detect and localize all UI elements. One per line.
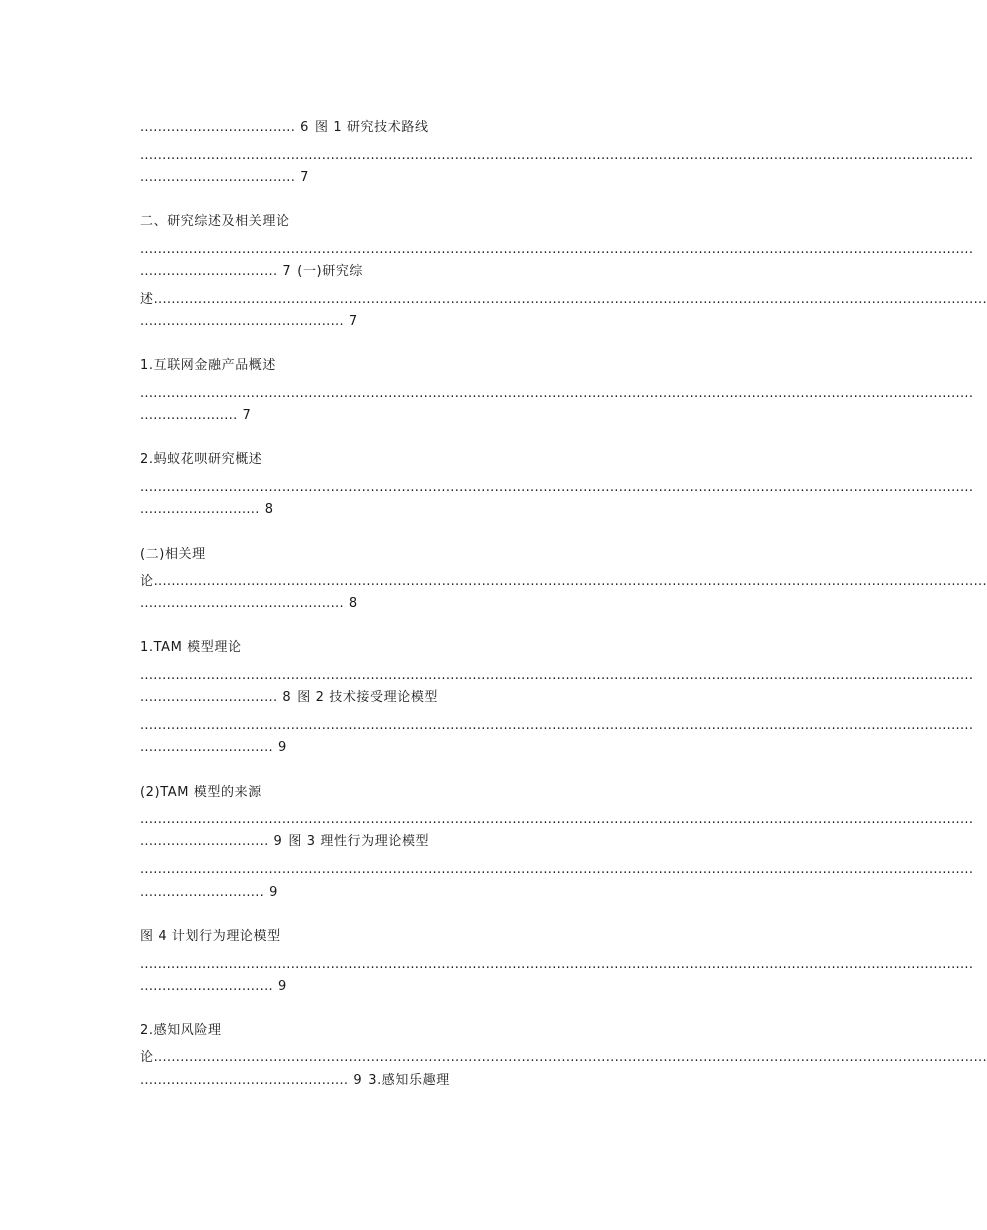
- toc-line: [140, 1071, 810, 1091]
- leader-dots: ............................................................................................................................................................................................: [140, 718, 974, 733]
- leader-dots: ............................................................................................................................................................................................: [140, 668, 974, 683]
- leader-dots: ...................................: [140, 170, 296, 185]
- toc-line: [140, 1048, 987, 1068]
- toc-line: [140, 738, 810, 758]
- leader-dots: ............................................................................................................................................................................................: [153, 574, 987, 589]
- toc-leader-line: [140, 860, 974, 880]
- toc-leader-line: [140, 146, 974, 166]
- page-number: 6: [300, 120, 310, 135]
- toc-leader-line: [140, 384, 974, 404]
- page-number: 9: [277, 740, 287, 755]
- leader-dots: ...............................................: [140, 1073, 349, 1088]
- leader-dots: ............................................................................................................................................................................................: [140, 957, 974, 972]
- toc-continuation: 述: [140, 292, 154, 307]
- leader-dots: ......................: [140, 408, 238, 423]
- leader-dots: ............................: [140, 885, 265, 900]
- toc-line: [140, 312, 810, 332]
- leader-dots: ............................................................................................................................................................................................: [140, 148, 974, 163]
- toc-line: [140, 406, 810, 426]
- toc-line: [140, 832, 810, 852]
- page-number: 7: [282, 264, 292, 279]
- toc-heading: (二)相关理: [140, 547, 206, 562]
- leader-dots: ..............................: [140, 979, 273, 994]
- toc-leader-line: [140, 955, 974, 975]
- page-number: 9: [273, 834, 283, 849]
- toc-leader-line: [140, 240, 974, 260]
- toc-entry-title: (一)研究综: [297, 264, 364, 279]
- leader-dots: .............................: [140, 834, 269, 849]
- toc-line: [140, 572, 987, 592]
- toc-leader-line: [140, 666, 974, 686]
- toc-entry-title: 3.感知乐趣理: [368, 1073, 450, 1088]
- toc-leader-line: [140, 478, 974, 498]
- toc-leader-line: [140, 810, 974, 830]
- page-number: 8: [348, 596, 358, 611]
- toc-entry-title: 图 1 研究技术路线: [315, 120, 429, 135]
- leader-dots: ............................................................................................................................................................................................: [140, 812, 974, 827]
- leader-dots: ............................................................................................................................................................................................: [153, 292, 987, 307]
- leader-dots: ..............................................: [140, 314, 344, 329]
- page-number: 9: [277, 979, 287, 994]
- toc-entry-title: 图 2 技术接受理论模型: [297, 690, 439, 705]
- page-number: 8: [264, 502, 274, 517]
- leader-dots: ............................................................................................................................................................................................: [140, 386, 974, 401]
- toc-continuation: 论: [140, 574, 154, 589]
- toc-line: [140, 118, 810, 138]
- toc-line: [140, 594, 810, 614]
- leader-dots: ..............................: [140, 740, 273, 755]
- toc-heading: 图 4 计划行为理论模型: [140, 929, 281, 944]
- toc-heading: 1.互联网金融产品概述: [140, 358, 277, 373]
- page-number: 9: [269, 885, 278, 900]
- page-number: 7: [242, 408, 252, 423]
- leader-dots: ...............................: [140, 690, 278, 705]
- toc-heading: 2.感知风险理: [140, 1023, 222, 1038]
- leader-dots: ...............................: [140, 264, 278, 279]
- leader-dots: ............................................................................................................................................................................................: [153, 1050, 987, 1065]
- toc-heading: 2.蚂蚁花呗研究概述: [140, 452, 263, 467]
- leader-dots: ...........................: [140, 502, 260, 517]
- toc-line: [140, 688, 810, 708]
- page-number: 9: [353, 1073, 363, 1088]
- toc-line: [140, 977, 810, 997]
- page-number: 7: [348, 314, 358, 329]
- toc-heading: (2)TAM 模型的来源: [140, 785, 262, 800]
- toc-line: [140, 500, 810, 520]
- toc-line: [140, 262, 810, 282]
- toc-line: [140, 168, 810, 188]
- leader-dots: ............................................................................................................................................................................................: [140, 242, 974, 257]
- toc-heading: 二、研究综述及相关理论: [140, 214, 290, 229]
- toc-entry-title: 图 3 理性行为理论模型: [288, 834, 430, 849]
- page-number: 7: [300, 170, 310, 185]
- toc-heading: 1.TAM 模型理论: [140, 640, 242, 655]
- leader-dots: ............................................................................................................................................................................................: [140, 862, 974, 877]
- leader-dots: ............................................................................................................................................................................................: [140, 480, 974, 495]
- page-number: 8: [282, 690, 292, 705]
- toc-line: [140, 290, 987, 310]
- leader-dots: ...................................: [140, 120, 296, 135]
- toc-leader-line: [140, 716, 974, 736]
- toc-continuation: 论: [140, 1050, 154, 1065]
- toc-line: [140, 883, 810, 903]
- leader-dots: ..............................................: [140, 596, 344, 611]
